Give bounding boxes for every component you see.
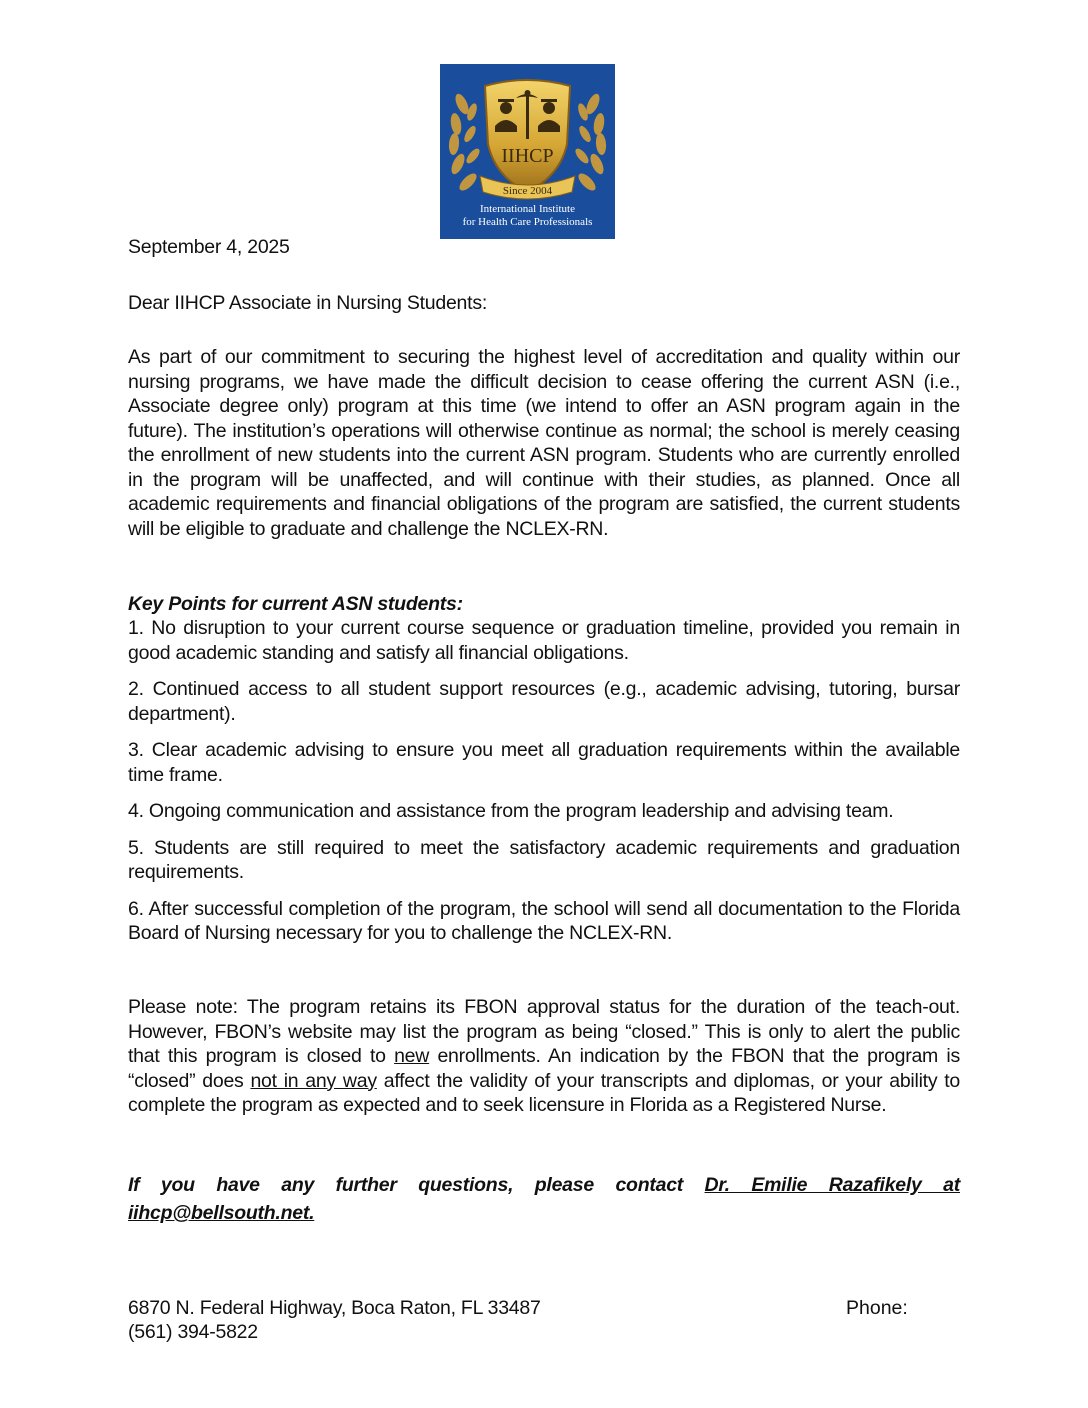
note-text: enrollments. An indication by the FBON that the program is “closed” does bbox=[128, 1045, 960, 1092]
svg-text:for Health Care Professionals: for Health Care Professionals bbox=[462, 216, 593, 228]
svg-text:IIHCP: IIHCP bbox=[501, 145, 554, 167]
salutation: Dear IIHCP Associate in Nursing Students: bbox=[128, 292, 487, 314]
key-points-heading: Key Points for current ASN students: bbox=[128, 593, 463, 615]
note-paragraph bbox=[128, 995, 960, 1118]
contact-email-link[interactable]: Dr. Emilie Razafikely at iihcp@bellsouth.net. bbox=[128, 1174, 960, 1224]
key-point-item: 1. No disruption to your current course sequence or graduation timeline, provided you remain in good academic standing and satisfy all financial obligations. bbox=[128, 617, 960, 664]
key-point-item: 4. Ongoing communication and assistance from the program leadership and advising team. bbox=[128, 800, 894, 822]
note-text: Please note: The program retains its FBON approval status for the duration of the teach-out. However, FBON’s website may list the program as being “closed.” This is only to alert the public that this program is closed to bbox=[128, 996, 960, 1067]
key-points-list bbox=[128, 616, 960, 958]
key-point-item: 3. Clear academic advising to ensure you meet all graduation requirements within the available time frame. bbox=[128, 739, 960, 786]
contact-paragraph bbox=[128, 1171, 960, 1227]
contact-prefix: If you have any further questions, please contact bbox=[128, 1174, 705, 1196]
letter-date: September 4, 2025 bbox=[128, 236, 290, 258]
footer-phone: (561) 394-5822 bbox=[128, 1321, 258, 1343]
key-point-item: 2. Continued access to all student support resources (e.g., academic advising, tutoring, bursar department). bbox=[128, 678, 960, 725]
intro-paragraph: As part of our commitment to securing the highest level of accreditation and quality within our nursing programs, we have made the difficult decision to cease offering the current ASN (i.e., Associate degree only) program at this time (we intend to offer an ASN program again in the future). The institution’s operations will otherwise continue as normal; the school is merely ceasing the enrollment of new students into the current ASN program. Students who are currently enrolled in the program will be unaffected, and will continue with their studies, as planned. Once all academic requirements and financial obligations of the program are satisfied, the current students will be eligible to graduate and challenge the NCLEX-RN. bbox=[128, 346, 960, 540]
footer-address: 6870 N. Federal Highway, Boca Raton, FL 33487 bbox=[128, 1297, 541, 1319]
key-point-item: 5. Students are still required to meet the satisfactory academic requirements and graduation requirements. bbox=[128, 836, 960, 883]
key-point-item: 6. After successful completion of the program, the school will send all documentation to the Florida Board of Nursing necessary for you to challenge the NCLEX-RN. bbox=[128, 897, 960, 944]
iihcp-logo bbox=[440, 64, 615, 239]
svg-text:Since 2004: Since 2004 bbox=[502, 185, 553, 197]
note-text: affect the validity of your transcripts and diplomas, or your ability to complete the program as expected and to seek licensure in Florida as a Registered Nurse. bbox=[128, 1069, 960, 1116]
note-emphasis-new: new bbox=[394, 1045, 430, 1067]
footer-phone-label: Phone: bbox=[846, 1297, 908, 1319]
note-emphasis-not-in-any-way: not in any way bbox=[250, 1069, 377, 1092]
svg-text:International Institute: International Institute bbox=[480, 203, 575, 215]
caduceus-shield-laurel-icon bbox=[440, 64, 615, 239]
